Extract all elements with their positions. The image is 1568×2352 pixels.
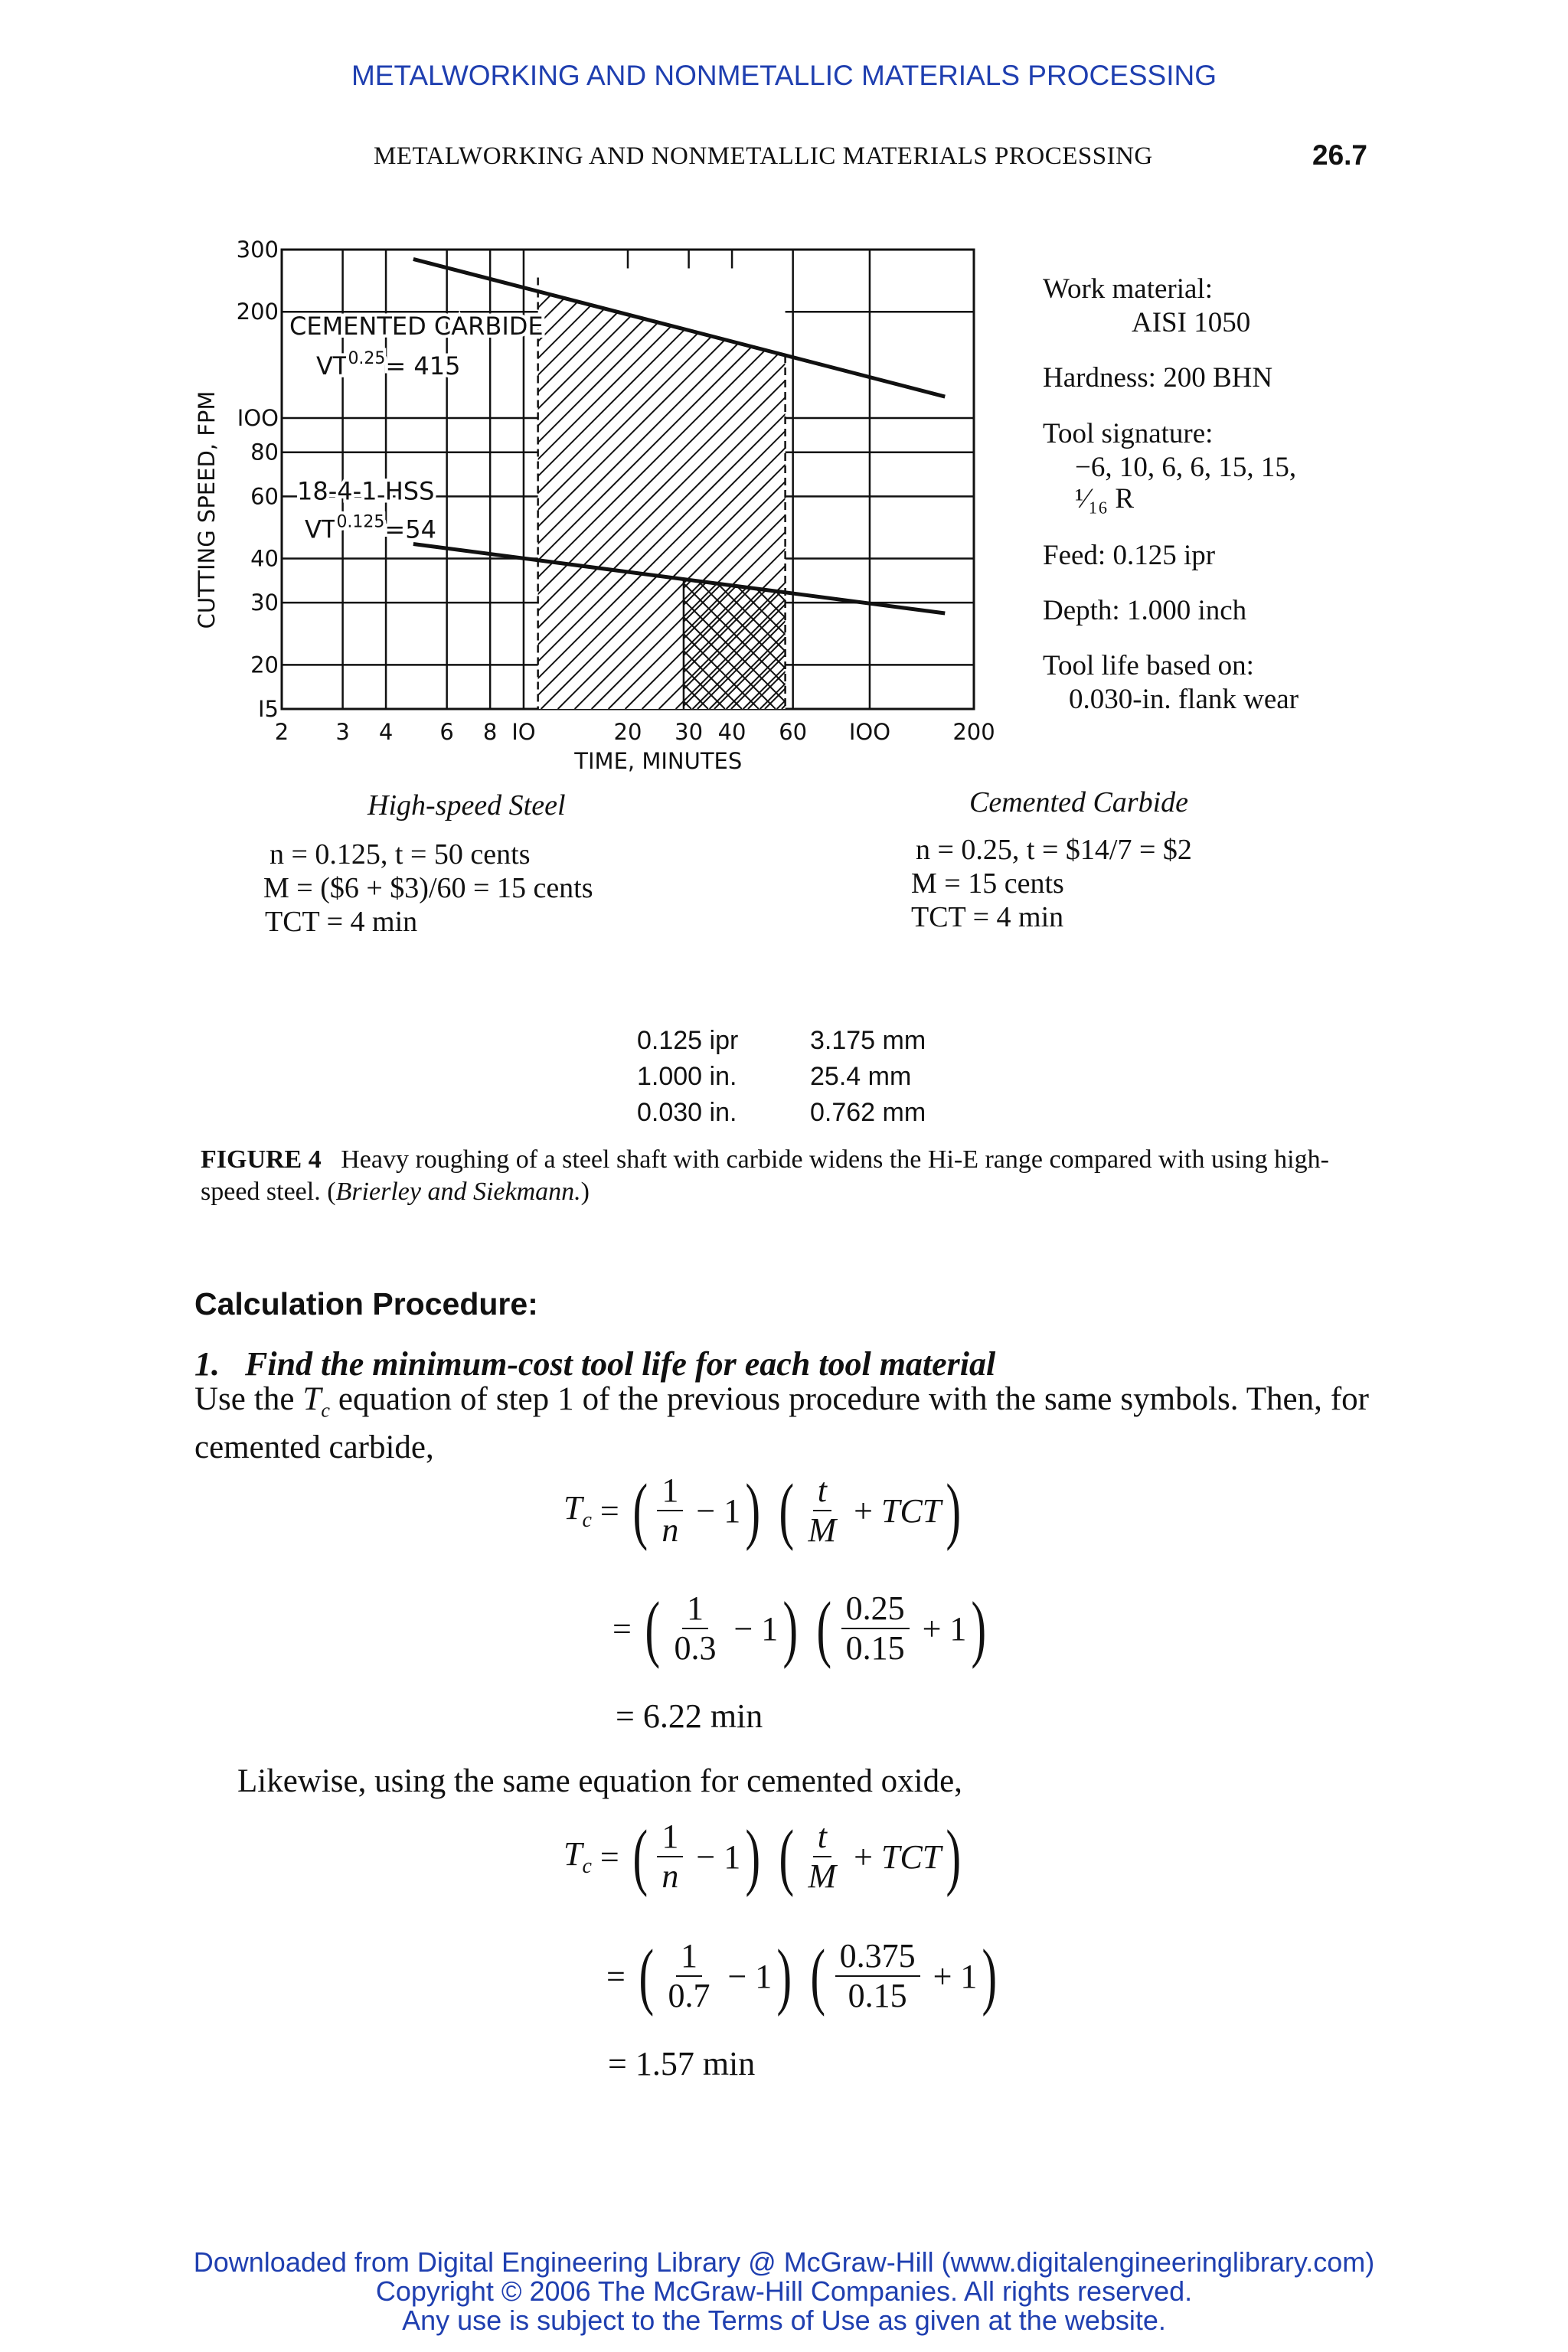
tool-life-chart — [191, 230, 1034, 781]
eq-den: M — [808, 1511, 837, 1549]
conversion-metric: 0.762 mm — [810, 1098, 926, 1127]
chart-annotation: $VT^{0.125}=54$ — [305, 512, 436, 544]
y-tick-label: I5 — [257, 696, 279, 722]
eq-num: 1 — [657, 1472, 683, 1511]
eq-plus-one: 1 — [949, 1609, 967, 1648]
carbide-line2: M = 15 cents — [911, 867, 1064, 900]
conversion-row — [637, 1023, 926, 1059]
hss-line3: TCT = 4 min — [265, 906, 418, 938]
eq-den: 0.7 — [668, 1977, 710, 2014]
cross-stroke — [967, 479, 1034, 709]
eq-den: M — [808, 1857, 837, 1895]
hss-title: High-speed Steel — [368, 789, 566, 822]
hatch-stroke — [979, 250, 1034, 709]
hatch-stroke — [895, 250, 1034, 709]
calc-heading: Calculation Procedure: — [194, 1286, 538, 1321]
cross-stroke — [782, 479, 1011, 709]
carbide-title: Cemented Carbide — [969, 786, 1189, 818]
x-tick-label: IO — [511, 719, 536, 745]
equation-oxide-general: $T_c$ = ( $\frac{1}{n}$ − 1 ) ( $\frac{t}{M}$ + TCT ) — [564, 1815, 962, 1898]
step-title: Find the minimum-cost tool life for each tool material — [245, 1345, 996, 1383]
legend-hardness: Hardness: 200 BHN — [1043, 362, 1273, 394]
cross-stroke — [883, 479, 1034, 709]
step-body: Use the $T_c$ equation of step 1 of the previous procedure with the same symbols. Then, for cemented carbide, — [194, 1381, 1369, 1465]
conversion-metric: 3.175 mm — [810, 1026, 926, 1055]
cross-stroke — [883, 479, 1034, 709]
cross-stroke — [984, 479, 1034, 709]
hatch-stroke — [828, 250, 1034, 709]
eq-num: t — [813, 1472, 831, 1511]
y-axis-label: CUTTING SPEED, FPM — [194, 390, 220, 629]
y-tick-label: 30 — [250, 590, 279, 616]
eq-tct: TCT — [880, 1838, 942, 1876]
eq-num: 1 — [657, 1818, 683, 1857]
conversion-row — [637, 1095, 926, 1131]
hatch-stroke — [946, 250, 1034, 709]
chart-annotation: CEMENTED CARBIDE — [289, 312, 544, 341]
x-tick-label: 20 — [613, 719, 642, 745]
equation-carbide-values: = ( $\frac{1}{0.3}$ − 1 ) ( $\frac{0.25}{0.15}$ + 1 ) — [612, 1587, 987, 1670]
equation-carbide-result: = 6.22 min — [616, 1697, 763, 1735]
hatch-stroke — [929, 250, 1034, 709]
hatch-stroke — [760, 250, 1034, 709]
x-axis-label: TIME, MINUTES — [574, 748, 743, 774]
step-body-b: equation of step 1 of the previous procedure with the same symbols. Then, for cemented carbide, — [194, 1381, 1369, 1465]
footer-line1[interactable]: Downloaded from Digital Engineering Library @ McGraw-Hill (www.digitalengineeringlibrary.com) — [193, 2246, 1375, 2278]
cross-stroke — [849, 479, 1034, 709]
hatch-stroke — [743, 250, 1034, 709]
hatch-stroke — [996, 250, 1034, 709]
y-tick-label: 20 — [250, 652, 279, 678]
cross-stroke — [933, 479, 1034, 709]
x-tick-label: 200 — [952, 719, 995, 745]
eq-num: 0.25 — [841, 1589, 910, 1629]
hatch-stroke — [878, 250, 1034, 709]
cross-stroke — [900, 479, 1034, 709]
legend-work-material-value: AISI 1050 — [1132, 307, 1251, 338]
legend-tool-signature-label: Tool signature: — [1043, 418, 1214, 449]
x-tick-label: 6 — [439, 719, 454, 745]
cross-stroke — [984, 479, 1034, 709]
cross-stroke — [815, 479, 1034, 709]
cross-stroke — [900, 479, 1034, 709]
hatch-stroke — [794, 250, 1034, 709]
cross-stroke — [866, 479, 1034, 709]
hatch-stroke — [844, 250, 1034, 709]
eq-den: 0.3 — [674, 1629, 717, 1667]
page-number: 26.7 — [1312, 139, 1368, 171]
cross-stroke — [782, 479, 1011, 709]
conversion-table — [637, 1023, 926, 1131]
hatch-stroke — [811, 250, 1034, 709]
cross-stroke — [866, 479, 1034, 709]
x-tick-label: 2 — [274, 719, 289, 745]
caption-text: Heavy roughing of a steel shaft with carbide widens the Hi-E range compared with using high-speed steel. — [201, 1145, 1329, 1206]
step-number: 1. — [194, 1345, 220, 1383]
eq-num: t — [813, 1818, 831, 1857]
legend-work-material-label: Work material: — [1043, 273, 1214, 305]
eq-den: 0.15 — [845, 1629, 905, 1667]
caption-label: FIGURE 4 — [201, 1145, 322, 1174]
hss-line2: M = ($6 + $3)/60 = 15 cents — [263, 872, 593, 904]
y-tick-label: 40 — [250, 545, 279, 572]
step-heading — [194, 1344, 995, 1383]
cross-stroke — [849, 479, 1034, 709]
legend-depth: Depth: 1.000 inch — [1043, 595, 1247, 626]
equation-oxide-values: = ( $\frac{1}{0.7}$ − 1 ) ( $\frac{0.375}{0.15}$ + 1 ) — [606, 1935, 998, 2017]
y-tick-label: 300 — [236, 237, 279, 263]
hss-line1: n = 0.125, t = 50 cents — [270, 838, 531, 871]
figure-caption: FIGURE 4 Heavy roughing of a steel shaft with carbide widens the Hi-E range compared with using high-speed steel. (Brierley and Siekmann.) — [201, 1145, 1329, 1206]
x-tick-label: 30 — [675, 719, 704, 745]
cross-stroke — [950, 479, 1034, 709]
conversion-row — [637, 1059, 926, 1095]
eq-num: 1 — [682, 1589, 708, 1629]
y-tick-label: 60 — [250, 483, 279, 510]
footer-line2: Copyright © 2006 The McGraw-Hill Companies. All rights reserved. — [375, 2275, 1193, 2307]
eq-plus-one: 1 — [960, 1957, 978, 1995]
chart-annotation: $VT^{0.25}= 415$ — [316, 349, 461, 381]
legend-tool-signature-value: −6, 10, 6, 6, 15, 15, — [1075, 452, 1297, 483]
y-tick-label: 80 — [250, 439, 279, 466]
cross-stroke — [832, 479, 1034, 709]
download-banner-title: METALWORKING AND NONMETALLIC MATERIALS PROCESSING — [351, 60, 1217, 91]
y-tick-label: 200 — [236, 299, 279, 325]
cross-stroke — [950, 479, 1034, 709]
chart-annotation: 18-4-1 HSS — [297, 476, 435, 506]
legend-tool-signature-value2: ¹⁄₁₆ R — [1075, 483, 1134, 514]
eq-num: 0.375 — [835, 1937, 920, 1977]
conversion-imperial: 0.030 in. — [637, 1098, 737, 1127]
hatch-stroke — [777, 250, 1034, 709]
conversion-metric: 25.4 mm — [810, 1062, 912, 1091]
cross-stroke — [799, 479, 1028, 709]
eq-num: 1 — [676, 1937, 702, 1977]
x-tick-label: 8 — [482, 719, 498, 745]
eq-den: n — [662, 1857, 679, 1895]
equation-oxide-result: = 1.57 min — [608, 2045, 756, 2082]
eq-tct: TCT — [880, 1491, 942, 1530]
x-tick-label: 4 — [378, 719, 394, 745]
legend-feed: Feed: 0.125 ipr — [1043, 540, 1216, 571]
step-body-a: Use the — [194, 1381, 295, 1417]
legend-tool-life-label: Tool life based on: — [1043, 650, 1254, 681]
cross-stroke — [967, 479, 1034, 709]
conversion-imperial: 1.000 in. — [637, 1062, 737, 1091]
chart-annotations — [289, 312, 544, 544]
cross-stroke — [832, 479, 1034, 709]
conversion-imperial: 0.125 ipr — [637, 1026, 739, 1055]
carbide-line1: n = 0.25, t = $14/7 = $2 — [916, 834, 1192, 866]
running-head: METALWORKING AND NONMETALLIC MATERIALS PROCESSING — [374, 142, 1153, 170]
cross-stroke — [815, 479, 1034, 709]
carbide-line3: TCT = 4 min — [911, 901, 1064, 933]
eq-den: 0.15 — [848, 1977, 907, 2014]
eq-den: n — [662, 1511, 679, 1549]
equation-carbide-general: $T_c$ = ( $\frac{1}{n}$ − 1 ) ( $\frac{t}{M}$ + TCT ) — [564, 1469, 962, 1552]
cross-stroke — [799, 479, 1028, 709]
x-tick-label: 40 — [717, 719, 746, 745]
footer-line3: Any use is subject to the Terms of Use as given at the website. — [402, 2305, 1166, 2336]
hatch-stroke — [861, 250, 1034, 709]
likewise-text: Likewise, using the same equation for cemented oxide, — [237, 1763, 962, 1799]
y-tick-label: IOO — [237, 405, 279, 432]
x-tick-label: IOO — [848, 719, 891, 745]
x-tick-label: 60 — [779, 719, 808, 745]
copyright-footer — [0, 2248, 1568, 2335]
cross-stroke — [933, 479, 1034, 709]
x-tick-label: 3 — [335, 719, 350, 745]
hatch-stroke — [912, 250, 1034, 709]
caption-source: Brierley and Siekmann. — [335, 1178, 581, 1206]
legend-tool-life-value: 0.030-in. flank wear — [1069, 684, 1299, 715]
